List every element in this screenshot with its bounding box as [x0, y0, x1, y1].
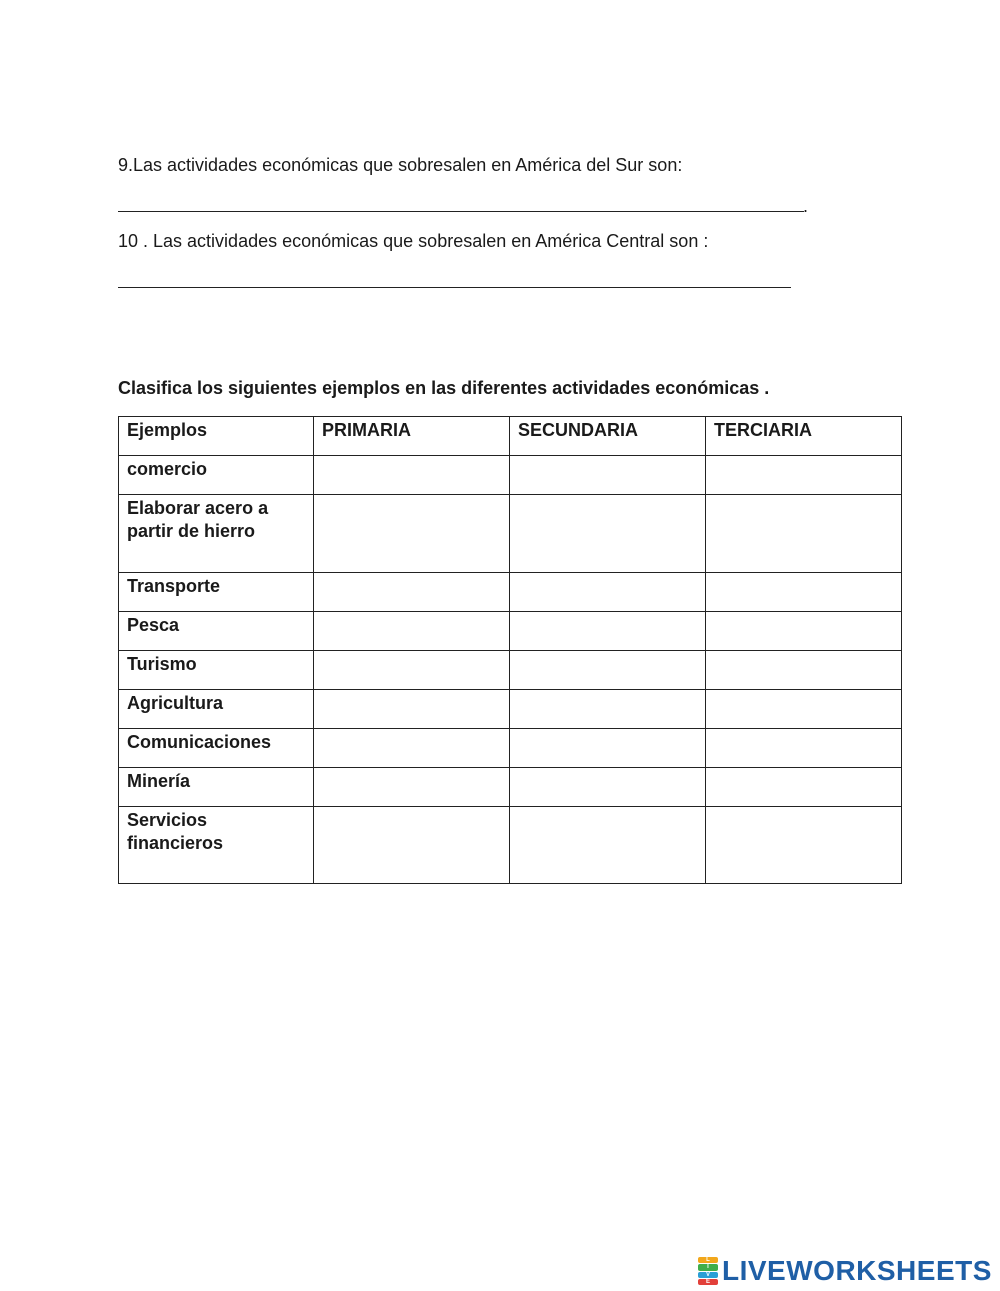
answer-line-9[interactable] [118, 211, 804, 212]
primaria-cell[interactable] [314, 729, 510, 768]
column-header-primaria: PRIMARIA [314, 417, 510, 456]
liveworksheets-logo [698, 1255, 992, 1287]
column-header-ejemplos: Ejemplos [119, 417, 314, 456]
primaria-cell[interactable] [314, 495, 510, 573]
example-cell: Servicios financieros [119, 807, 314, 884]
question-10: 10 . Las actividades económicas que sobresalen en América Central son : [118, 231, 709, 251]
logo-mark-icon [698, 1257, 718, 1285]
logo-mark-letter: V [698, 1272, 718, 1278]
classification-table [118, 416, 902, 884]
logo-mark-letter: L [698, 1257, 718, 1263]
table-row [119, 807, 902, 884]
terciaria-cell[interactable] [706, 807, 902, 884]
question-9: 9.Las actividades económicas que sobresalen en América del Sur son: [118, 155, 683, 175]
terciaria-cell[interactable] [706, 768, 902, 807]
answer-line-10[interactable] [118, 287, 791, 288]
table-row [119, 768, 902, 807]
table-row [119, 651, 902, 690]
column-header-terciaria: TERCIARIA [706, 417, 902, 456]
answer-line-9-end: . [803, 196, 809, 216]
terciaria-cell[interactable] [706, 456, 902, 495]
secundaria-cell[interactable] [510, 612, 706, 651]
terciaria-cell[interactable] [706, 729, 902, 768]
logo-mark-letter: E [698, 1279, 718, 1285]
example-cell: Comunicaciones [119, 729, 314, 768]
example-cell: comercio [119, 456, 314, 495]
table-row [119, 612, 902, 651]
example-cell: Turismo [119, 651, 314, 690]
logo-mark-letter: I [698, 1264, 718, 1270]
primaria-cell[interactable] [314, 768, 510, 807]
table-header-row [119, 417, 902, 456]
example-cell: Minería [119, 768, 314, 807]
table-row [119, 690, 902, 729]
table-row [119, 729, 902, 768]
example-cell: Pesca [119, 612, 314, 651]
secundaria-cell[interactable] [510, 807, 706, 884]
secundaria-cell[interactable] [510, 456, 706, 495]
terciaria-cell[interactable] [706, 690, 902, 729]
primaria-cell[interactable] [314, 456, 510, 495]
primaria-cell[interactable] [314, 651, 510, 690]
terciaria-cell[interactable] [706, 495, 902, 573]
terciaria-cell[interactable] [706, 651, 902, 690]
example-cell: Agricultura [119, 690, 314, 729]
terciaria-cell[interactable] [706, 612, 902, 651]
secundaria-cell[interactable] [510, 729, 706, 768]
exercise-heading: Clasifica los siguientes ejemplos en las diferentes actividades económicas . [118, 378, 770, 398]
primaria-cell[interactable] [314, 690, 510, 729]
primaria-cell[interactable] [314, 573, 510, 612]
table-row [119, 456, 902, 495]
terciaria-cell[interactable] [706, 573, 902, 612]
primaria-cell[interactable] [314, 807, 510, 884]
example-cell: Elaborar acero a partir de hierro [119, 495, 314, 573]
secundaria-cell[interactable] [510, 651, 706, 690]
primaria-cell[interactable] [314, 612, 510, 651]
secundaria-cell[interactable] [510, 495, 706, 573]
table-row [119, 573, 902, 612]
secundaria-cell[interactable] [510, 573, 706, 612]
column-header-secundaria: SECUNDARIA [510, 417, 706, 456]
secundaria-cell[interactable] [510, 690, 706, 729]
secundaria-cell[interactable] [510, 768, 706, 807]
example-cell: Transporte [119, 573, 314, 612]
table-row [119, 495, 902, 573]
logo-text: LIVEWORKSHEETS [722, 1255, 992, 1286]
